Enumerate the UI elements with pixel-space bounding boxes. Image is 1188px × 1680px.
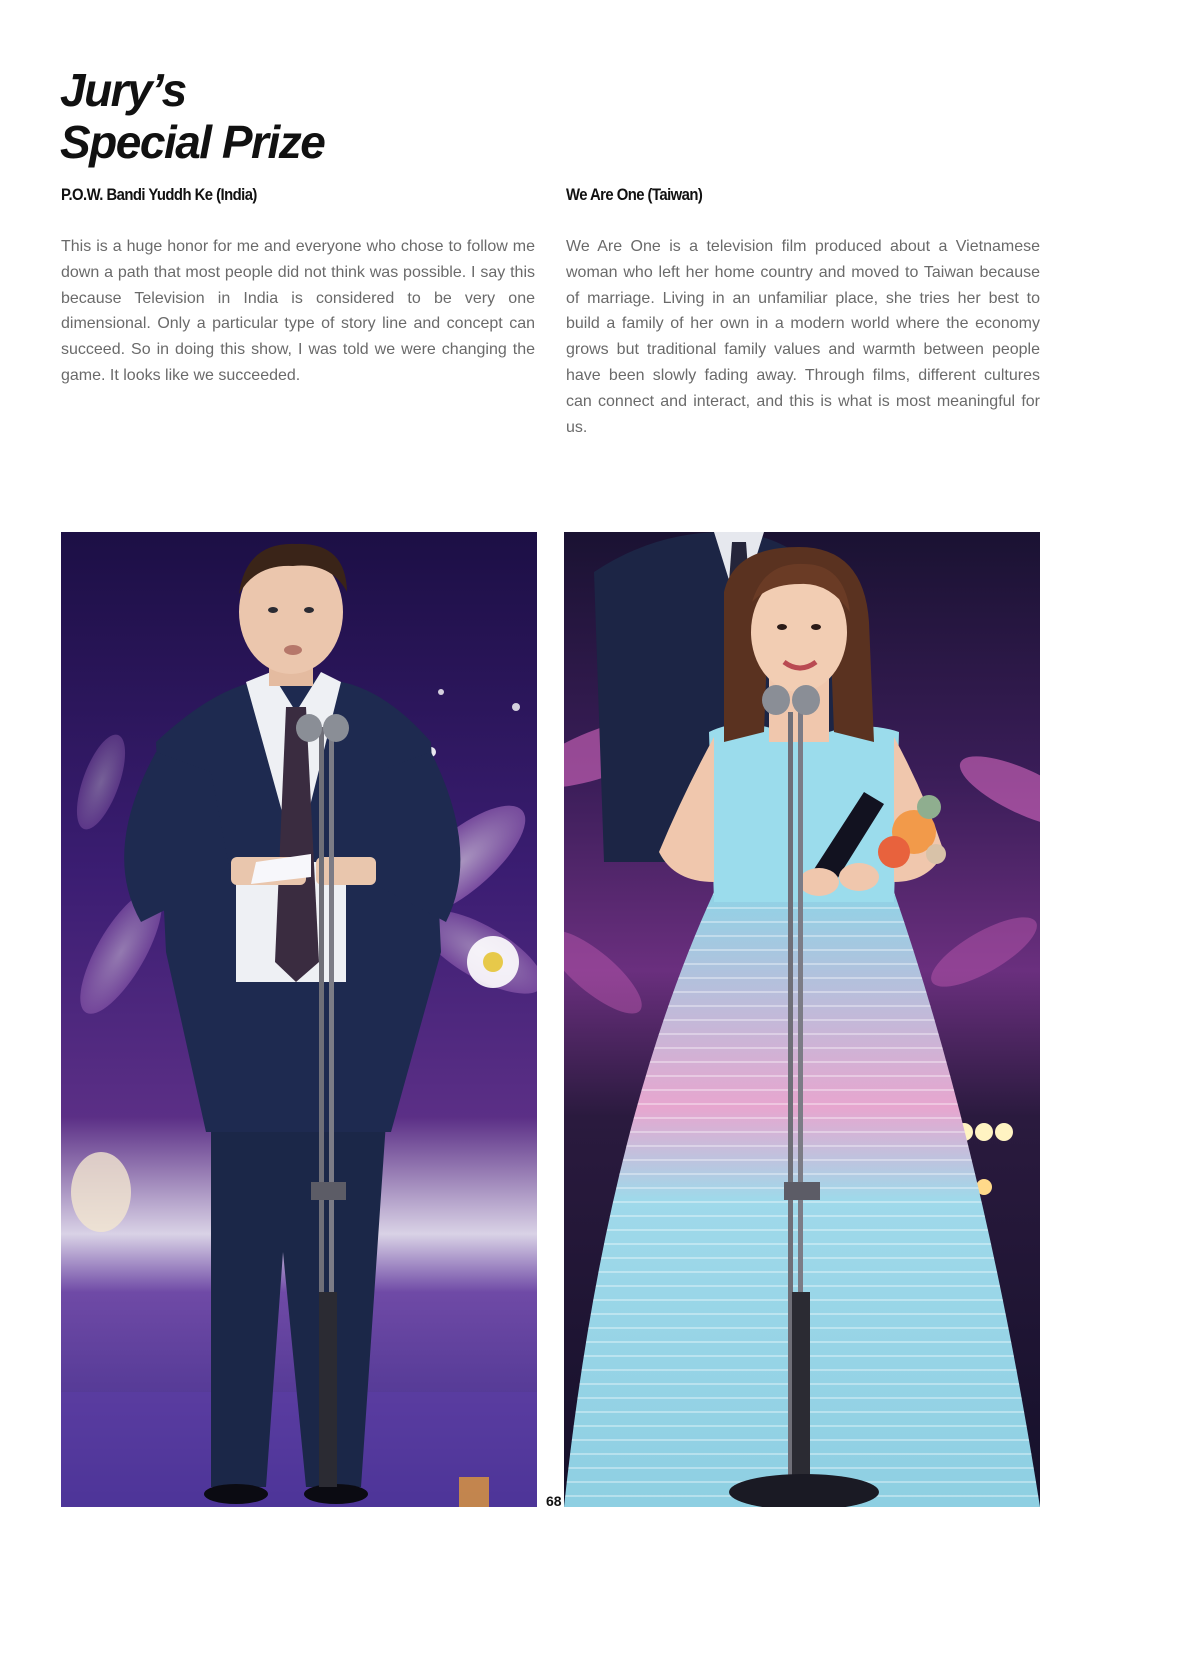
entry-heading: We Are One (Taiwan): [566, 186, 703, 204]
photo-winner-taiwan: [564, 532, 1040, 1507]
title-line-2: Special Prize: [60, 116, 325, 168]
entry-body: We Are One is a television film produced about a Vietnamese woman who left her home country and moved to Taiwan because of marriage. Living in an unfamiliar place, she tries her best to build a family of her own in a modern world where the economy grows but traditional family values and warmth between people have been slowly fading away. Through films, different cultures can connect and interact, and this is what is most meaningful for us.: [566, 238, 1040, 436]
entry-heading: P.O.W. Bandi Yuddh Ke (India): [61, 186, 257, 204]
stage-photo-man: [61, 532, 537, 1507]
title-line-1: Jury’s: [60, 64, 186, 116]
page-title: [60, 64, 324, 168]
entry-taiwan: [566, 186, 1040, 440]
photo-winner-india: [61, 532, 537, 1507]
entry-india: [61, 186, 535, 389]
page-number: 68: [546, 1493, 562, 1509]
entry-body: This is a huge honor for me and everyone who chose to follow me down a path that most people did not think was possible. I say this because Television in India is considered to be very one dimensional. Only a particular type of story line and concept can succeed. So in doing this show, I was told we were changing the game. It looks like we succeeded.: [61, 238, 535, 384]
stage-photo-woman: [564, 532, 1040, 1507]
